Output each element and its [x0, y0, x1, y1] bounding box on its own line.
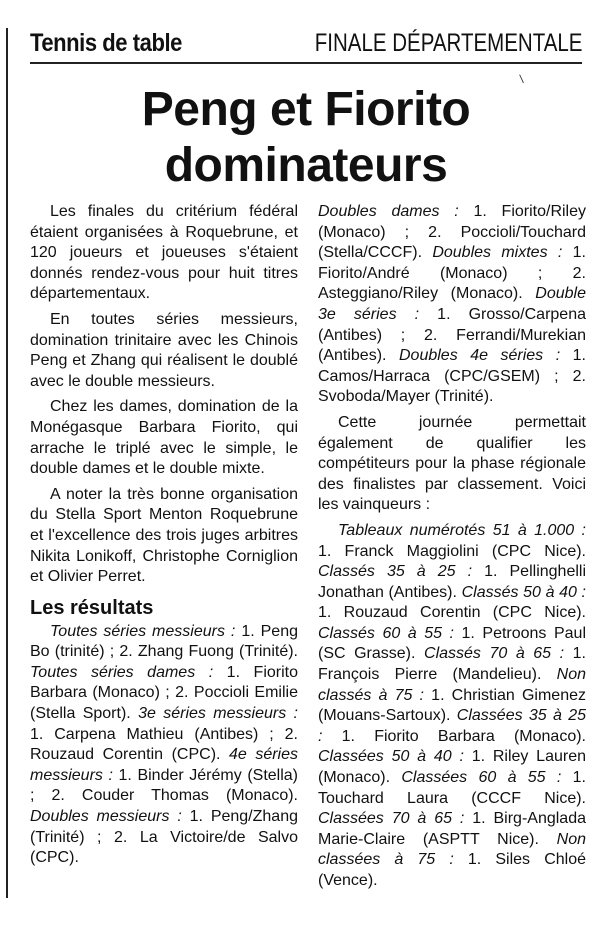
ranking-text: 1. Birg-Anglada Marie-Claire (ASPTT Nice).	[318, 810, 587, 848]
column-rule	[6, 28, 8, 898]
paragraph-qualification: Cette journée permettait également de qualifier les compétiteurs pour la phase régionale des finalistes par classement. Voici les vainqueurs :	[318, 413, 586, 514]
rankings-list	[318, 521, 586, 892]
ranking-text: 1. Riley Lauren (Monaco).	[318, 748, 586, 787]
ranking-text: 1. François Pierre (Mandelieu).	[318, 645, 586, 684]
paragraph-women: Chez les dames, domination de la Monégasque Barbara Fiorito, qui arrache le triplé avec le simple, le double dames et le double mixte.	[30, 398, 298, 478]
result-text: 1. Binder Jérémy (Stella) ; 2. Couder Thomas (Monaco).	[30, 766, 298, 805]
rubric-label: Tennis de table	[30, 29, 182, 57]
ranking-text: 1. Rouzaud Corentin (CPC Nice).	[318, 604, 586, 622]
paragraph-organisation: A noter la très bonne organisation du Stella Sport Menton Roquebrune et l'excellence des trois juges arbitres Nikita Lonikoff, Christophe Corniglion et Olivier Perret.	[30, 485, 298, 586]
ranking-text: 1. Franck Maggiolini (CPC Nice).	[318, 542, 586, 560]
result-label: 4e séries messieurs :	[30, 746, 299, 784]
paragraph-men: En toutes séries messieurs, domination trinitaire avec les Chinois Peng et Zhang qui réalisent le doublé avec le double messieurs.	[30, 310, 298, 390]
ranking-label: Classées 50 à 40 :	[318, 748, 464, 766]
ranking-text: 1. Touchard Laura (CCCF Nice).	[318, 769, 586, 807]
result-label: Toutes séries dames :	[30, 663, 214, 681]
ranking-label: Tableaux numérotés 51 à 1.000 :	[338, 521, 586, 539]
result-text: 1. Peng Bo (trinité) ; 2. Zhang Fuong (Trinité).	[30, 622, 298, 661]
section-label: FINALE DÉPARTEMENTALE	[314, 29, 582, 57]
result-text: 1. Fiorito/Riley (Monaco) ; 2. Poccioli/Touchard (Stella/CCCF).	[318, 203, 586, 262]
results-list-continued	[318, 202, 586, 408]
result-text: 1. Fiorito Barbara (Monaco) ; 2. Poccioli Emilie (Stella Sport).	[30, 663, 298, 723]
result-label: Doubles messieurs :	[30, 808, 182, 826]
ranking-label: Classées 60 à 55 :	[401, 769, 562, 787]
ranking-text: 1. Fiorito Barbara (Monaco).	[322, 727, 586, 745]
kicker-bar	[30, 26, 582, 64]
results-heading: Les résultats	[30, 596, 154, 619]
ranking-label: Classés 35 à 25 :	[318, 563, 473, 581]
ranking-label: Non classés à 75 :	[318, 666, 586, 704]
result-label: Doubles 4e séries :	[398, 347, 561, 365]
result-text: 1. Grosso/Carpena (Antibes) ; 2. Ferrandi/Murekian (Antibes).	[318, 305, 586, 365]
result-text: 1. Carpena Mathieu (Antibes) ; 2. Rouzaud Corentin (CPC).	[30, 725, 298, 764]
ranking-label: Non classées à 75 :	[318, 830, 586, 869]
result-label: 3e séries messieurs :	[138, 705, 298, 723]
ranking-text: 1. Pellinghelli Jonathan (Antibes).	[318, 563, 587, 601]
left-column	[30, 202, 298, 869]
headline-line-1: Peng et Fiorito	[141, 83, 471, 136]
result-text: 1. Peng/Zhang (Trinité) ; 2. La Victoire/de Salvo (CPC).	[30, 808, 298, 867]
ranking-text: 1. Christian Gimenez (Mouans-Sartoux).	[318, 686, 587, 725]
ranking-label: Classés 70 à 65 :	[424, 645, 565, 663]
result-label: Toutes séries messieurs :	[50, 622, 236, 640]
headline	[30, 82, 582, 194]
result-text: 1. Camos/Harraca (CPC/GSEM) ; 2. Svoboda/Mayer (Trinité).	[318, 347, 586, 406]
ranking-text: 1. Petroons Paul (SC Grasse).	[318, 624, 586, 663]
ranking-text: 1. Siles Chloé (Vence).	[318, 851, 586, 889]
paragraph-intro: Les finales du critérium fédéral étaient organisées à Roquebrune, et 120 joueurs et joueuses s'étaient donnés rendez-vous pour huit titres départementaux.	[30, 203, 298, 303]
ranking-label: Classés 50 à 40 :	[461, 583, 586, 601]
result-label: Double 3e séries :	[318, 285, 586, 323]
ranking-label: Classées 35 à 25 :	[318, 707, 586, 745]
result-text: 1. Fiorito/André (Monaco) ; 2. Asteggiano/Riley (Monaco).	[318, 244, 587, 303]
result-label: Doubles dames :	[318, 203, 459, 220]
headline-line-2: dominateurs	[164, 139, 448, 192]
right-column	[318, 202, 586, 892]
scan-mark: /	[515, 72, 528, 86]
results-list	[30, 622, 298, 869]
ranking-label: Classés 60 à 55 :	[318, 624, 454, 642]
result-label: Doubles mixtes :	[432, 244, 563, 262]
ranking-label: Classées 70 à 65 :	[318, 810, 465, 828]
